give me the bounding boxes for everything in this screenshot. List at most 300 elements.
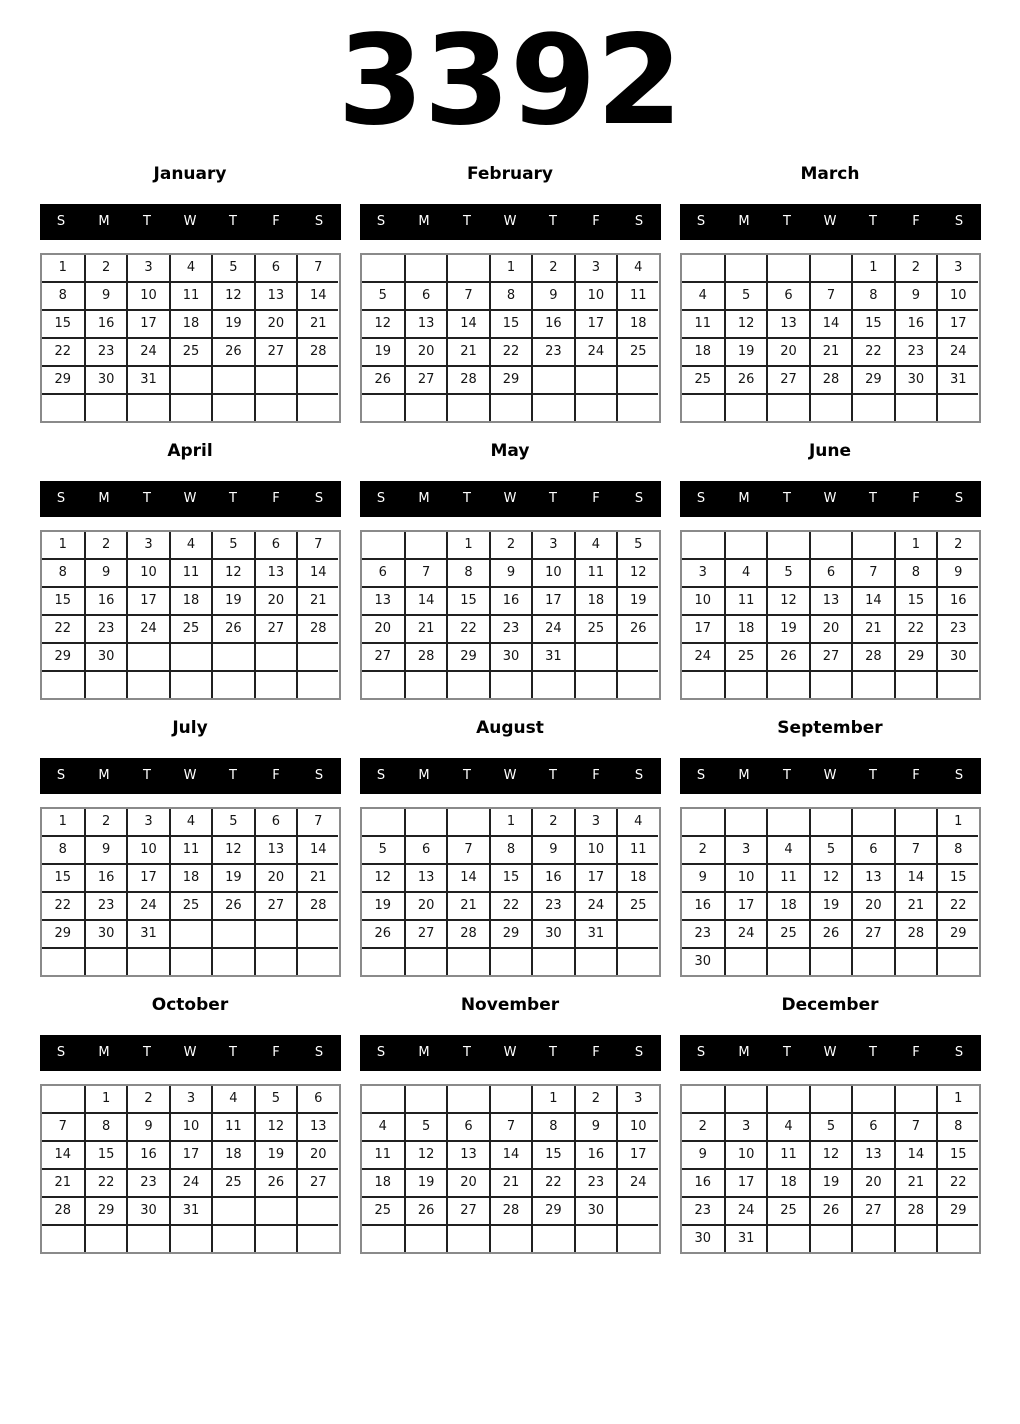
weekday-label: F xyxy=(592,1045,600,1061)
day-cell: 28 xyxy=(894,1196,936,1224)
weekday-label: F xyxy=(592,214,600,230)
day-cell-empty xyxy=(894,670,936,698)
month-day-grid xyxy=(40,807,341,977)
day-cell: 26 xyxy=(211,614,253,642)
day-cell: 28 xyxy=(296,337,338,365)
day-cell-empty xyxy=(531,947,573,975)
day-cell: 21 xyxy=(42,1168,84,1196)
day-cell: 6 xyxy=(404,835,446,863)
day-cell: 6 xyxy=(362,558,404,586)
weekday-label: W xyxy=(823,214,837,230)
day-cell-empty xyxy=(169,393,211,421)
day-cell-empty xyxy=(404,255,446,281)
day-cell: 4 xyxy=(766,1112,808,1140)
day-cell-empty xyxy=(531,670,573,698)
day-cell: 7 xyxy=(894,1112,936,1140)
day-cell-empty xyxy=(766,947,808,975)
weekday-label: S xyxy=(376,214,386,230)
day-cell-empty xyxy=(531,393,573,421)
weekday-label: S xyxy=(696,214,706,230)
day-cell: 17 xyxy=(574,863,616,891)
day-cell-empty xyxy=(404,947,446,975)
day-cell: 1 xyxy=(936,809,978,835)
day-cell: 12 xyxy=(766,586,808,614)
day-cell-empty xyxy=(682,255,724,281)
weekday-label: S xyxy=(376,1045,386,1061)
day-cell: 2 xyxy=(84,532,126,558)
day-cell: 29 xyxy=(531,1196,573,1224)
day-cell: 12 xyxy=(809,863,851,891)
weekday-label: F xyxy=(272,768,280,784)
day-cell: 2 xyxy=(531,255,573,281)
weekday-header-band xyxy=(680,1035,981,1071)
day-cell-empty xyxy=(724,670,766,698)
weekday-label: T xyxy=(783,214,791,230)
day-cell: 29 xyxy=(489,365,531,393)
day-cell: 18 xyxy=(616,863,658,891)
day-cell: 5 xyxy=(724,281,766,309)
day-cell: 26 xyxy=(616,614,658,642)
day-cell: 3 xyxy=(126,809,168,835)
month xyxy=(360,161,661,423)
day-cell: 13 xyxy=(296,1112,338,1140)
day-cell: 9 xyxy=(84,281,126,309)
day-cell: 29 xyxy=(489,919,531,947)
day-cell: 22 xyxy=(446,614,488,642)
weekday-label: W xyxy=(183,214,197,230)
day-cell: 27 xyxy=(766,365,808,393)
day-cell: 17 xyxy=(126,863,168,891)
months-grid xyxy=(40,161,981,1254)
day-cell-empty xyxy=(574,642,616,670)
day-cell: 12 xyxy=(616,558,658,586)
day-cell: 23 xyxy=(574,1168,616,1196)
day-cell: 13 xyxy=(851,1140,893,1168)
day-cell: 13 xyxy=(446,1140,488,1168)
day-cell-empty xyxy=(362,393,404,421)
day-cell-empty xyxy=(682,1086,724,1112)
day-cell: 11 xyxy=(362,1140,404,1168)
day-cell: 19 xyxy=(724,337,766,365)
day-cell: 19 xyxy=(404,1168,446,1196)
weekday-header-band xyxy=(360,758,661,794)
day-cell: 19 xyxy=(362,337,404,365)
day-cell: 1 xyxy=(58,814,67,830)
day-cell-empty xyxy=(296,393,338,421)
day-cell: 22 xyxy=(851,337,893,365)
day-cell-empty xyxy=(84,947,126,975)
day-cell-empty xyxy=(254,670,296,698)
month xyxy=(680,438,981,700)
day-cell: 29 xyxy=(42,642,84,670)
day-cell: 26 xyxy=(809,919,851,947)
day-cell-empty xyxy=(446,255,488,281)
day-cell: 1 xyxy=(489,255,531,281)
day-cell: 23 xyxy=(84,891,126,919)
day-cell: 31 xyxy=(126,365,168,393)
day-cell: 5 xyxy=(362,835,404,863)
day-cell: 7 xyxy=(296,809,338,835)
weekday-label: S xyxy=(696,491,706,507)
day-cell: 19 xyxy=(809,1168,851,1196)
day-cell: 11 xyxy=(724,586,766,614)
day-cell: 13 xyxy=(254,835,296,863)
day-cell: 27 xyxy=(404,365,446,393)
weekday-label: T xyxy=(549,768,557,784)
day-cell: 6 xyxy=(851,835,893,863)
day-cell: 4 xyxy=(682,281,724,309)
month-day-grid xyxy=(360,530,661,700)
weekday-label: T xyxy=(783,1045,791,1061)
day-cell: 21 xyxy=(894,1168,936,1196)
day-cell: 26 xyxy=(362,365,404,393)
day-cell-empty xyxy=(809,670,851,698)
day-cell: 6 xyxy=(254,255,296,281)
day-cell: 2 xyxy=(126,1086,168,1112)
day-cell-empty xyxy=(766,809,808,835)
weekday-label: S xyxy=(634,491,644,507)
day-cell-empty xyxy=(169,1224,211,1252)
day-cell-empty xyxy=(362,809,404,835)
day-cell-empty xyxy=(894,809,936,835)
day-cell: 22 xyxy=(42,337,84,365)
weekday-label: F xyxy=(272,491,280,507)
weekday-label: S xyxy=(696,768,706,784)
day-cell: 30 xyxy=(894,365,936,393)
month-title: April xyxy=(167,440,213,461)
day-cell: 17 xyxy=(936,309,978,337)
day-cell: 8 xyxy=(489,281,531,309)
month-title: December xyxy=(781,994,879,1015)
day-cell: 23 xyxy=(894,337,936,365)
day-cell: 20 xyxy=(766,337,808,365)
weekday-label: W xyxy=(183,491,197,507)
day-cell: 25 xyxy=(724,642,766,670)
day-cell-empty xyxy=(42,1224,84,1252)
day-cell-empty xyxy=(169,947,211,975)
day-cell: 7 xyxy=(296,255,338,281)
day-cell: 17 xyxy=(126,586,168,614)
day-cell: 29 xyxy=(894,642,936,670)
day-cell-empty xyxy=(126,670,168,698)
day-cell: 8 xyxy=(84,1112,126,1140)
day-cell: 19 xyxy=(362,891,404,919)
weekday-label: T xyxy=(143,1045,151,1061)
day-cell: 25 xyxy=(169,337,211,365)
day-cell-empty xyxy=(531,365,573,393)
day-cell: 11 xyxy=(169,281,211,309)
day-cell: 17 xyxy=(574,309,616,337)
month-title: February xyxy=(466,163,554,184)
day-cell: 20 xyxy=(851,891,893,919)
day-cell-empty xyxy=(446,393,488,421)
day-cell: 2 xyxy=(489,532,531,558)
day-cell: 31 xyxy=(936,365,978,393)
month-day-grid xyxy=(680,253,981,423)
weekday-label: T xyxy=(869,214,877,230)
day-cell: 28 xyxy=(296,891,338,919)
day-cell: 26 xyxy=(404,1196,446,1224)
day-cell: 23 xyxy=(682,1196,724,1224)
day-cell: 9 xyxy=(84,558,126,586)
day-cell: 2 xyxy=(894,255,936,281)
day-cell: 10 xyxy=(531,558,573,586)
day-cell: 5 xyxy=(211,532,253,558)
day-cell: 14 xyxy=(809,309,851,337)
weekday-label: S xyxy=(634,214,644,230)
weekday-label: T xyxy=(463,768,471,784)
day-cell: 30 xyxy=(682,1224,724,1252)
day-cell-empty xyxy=(296,947,338,975)
day-cell-empty xyxy=(809,255,851,281)
day-cell: 17 xyxy=(616,1140,658,1168)
day-cell-empty xyxy=(851,670,893,698)
day-cell: 11 xyxy=(574,558,616,586)
day-cell: 1 xyxy=(936,1086,978,1112)
day-cell: 13 xyxy=(254,281,296,309)
day-cell: 23 xyxy=(936,614,978,642)
day-cell-empty xyxy=(126,642,168,670)
month-title: November xyxy=(460,994,560,1015)
weekday-label: T xyxy=(463,1045,471,1061)
day-cell: 25 xyxy=(616,337,658,365)
day-cell-empty xyxy=(404,1086,446,1112)
day-cell: 28 xyxy=(42,1196,84,1224)
weekday-label: M xyxy=(418,1045,430,1061)
day-cell-empty xyxy=(169,642,211,670)
day-cell: 29 xyxy=(42,919,84,947)
day-cell: 13 xyxy=(766,309,808,337)
day-cell-empty xyxy=(211,947,253,975)
day-cell: 25 xyxy=(574,614,616,642)
day-cell: 20 xyxy=(851,1168,893,1196)
day-cell: 20 xyxy=(254,309,296,337)
day-cell: 14 xyxy=(446,309,488,337)
day-cell-empty xyxy=(682,670,724,698)
day-cell: 6 xyxy=(254,532,296,558)
day-cell: 26 xyxy=(211,337,253,365)
day-cell-empty xyxy=(809,1224,851,1252)
weekday-label: S xyxy=(376,768,386,784)
weekday-label: W xyxy=(823,491,837,507)
day-cell: 15 xyxy=(936,1140,978,1168)
day-cell: 3 xyxy=(126,532,168,558)
day-cell: 6 xyxy=(404,281,446,309)
day-cell: 24 xyxy=(531,614,573,642)
day-cell-empty xyxy=(446,947,488,975)
weekday-header-band xyxy=(360,204,661,240)
day-cell: 7 xyxy=(42,1112,84,1140)
day-cell: 14 xyxy=(489,1140,531,1168)
day-cell: 1 xyxy=(851,255,893,281)
day-cell-empty xyxy=(42,947,84,975)
day-cell: 16 xyxy=(682,891,724,919)
weekday-label: W xyxy=(503,768,517,784)
weekday-label: T xyxy=(229,1045,237,1061)
day-cell: 18 xyxy=(766,891,808,919)
day-cell: 15 xyxy=(42,309,84,337)
day-cell: 12 xyxy=(211,558,253,586)
month xyxy=(680,161,981,423)
day-cell: 1 xyxy=(58,537,67,553)
day-cell: 27 xyxy=(254,614,296,642)
day-cell: 29 xyxy=(936,1196,978,1224)
day-cell-empty xyxy=(616,947,658,975)
day-cell-empty xyxy=(724,255,766,281)
day-cell: 18 xyxy=(169,863,211,891)
day-cell: 30 xyxy=(84,365,126,393)
day-cell-empty xyxy=(489,393,531,421)
day-cell: 1 xyxy=(84,1086,126,1112)
day-cell-empty xyxy=(362,255,404,281)
day-cell: 10 xyxy=(574,281,616,309)
day-cell: 11 xyxy=(616,835,658,863)
day-cell-empty xyxy=(766,393,808,421)
day-cell: 25 xyxy=(616,891,658,919)
day-cell: 7 xyxy=(851,558,893,586)
day-cell: 6 xyxy=(296,1086,338,1112)
day-cell: 1 xyxy=(531,1086,573,1112)
day-cell: 4 xyxy=(169,809,211,835)
month xyxy=(40,715,341,977)
day-cell: 29 xyxy=(84,1196,126,1224)
day-cell-empty xyxy=(809,393,851,421)
weekday-label: T xyxy=(463,214,471,230)
day-cell: 29 xyxy=(851,365,893,393)
day-cell-empty xyxy=(126,393,168,421)
weekday-label: T xyxy=(549,491,557,507)
weekday-label: S xyxy=(314,491,324,507)
day-cell: 10 xyxy=(724,863,766,891)
day-cell: 13 xyxy=(362,586,404,614)
weekday-label: M xyxy=(418,214,430,230)
day-cell-empty xyxy=(42,1086,84,1112)
weekday-label: T xyxy=(229,491,237,507)
day-cell: 9 xyxy=(84,835,126,863)
month xyxy=(360,438,661,700)
day-cell: 10 xyxy=(724,1140,766,1168)
day-cell-empty xyxy=(851,1224,893,1252)
weekday-label: S xyxy=(56,1045,66,1061)
day-cell-empty xyxy=(296,1224,338,1252)
day-cell-empty xyxy=(616,1224,658,1252)
day-cell-empty xyxy=(211,919,253,947)
day-cell: 16 xyxy=(84,863,126,891)
weekday-label: T xyxy=(869,1045,877,1061)
day-cell: 22 xyxy=(42,891,84,919)
day-cell: 24 xyxy=(936,337,978,365)
day-cell: 12 xyxy=(211,835,253,863)
day-cell: 19 xyxy=(809,891,851,919)
month-day-grid xyxy=(680,807,981,977)
day-cell: 27 xyxy=(404,919,446,947)
weekday-label: T xyxy=(869,768,877,784)
day-cell-empty xyxy=(211,1196,253,1224)
weekday-label: S xyxy=(314,768,324,784)
day-cell: 5 xyxy=(211,809,253,835)
day-cell: 24 xyxy=(169,1168,211,1196)
day-cell: 12 xyxy=(724,309,766,337)
day-cell: 14 xyxy=(894,863,936,891)
day-cell: 20 xyxy=(404,891,446,919)
day-cell: 9 xyxy=(682,1140,724,1168)
day-cell: 15 xyxy=(851,309,893,337)
day-cell: 29 xyxy=(446,642,488,670)
day-cell: 8 xyxy=(531,1112,573,1140)
month xyxy=(680,715,981,977)
weekday-label: M xyxy=(738,214,750,230)
day-cell: 27 xyxy=(296,1168,338,1196)
day-cell: 16 xyxy=(84,586,126,614)
day-cell-empty xyxy=(254,919,296,947)
weekday-label: M xyxy=(418,768,430,784)
weekday-label: T xyxy=(229,768,237,784)
day-cell: 27 xyxy=(809,642,851,670)
day-cell: 8 xyxy=(42,558,84,586)
weekday-header-band xyxy=(360,481,661,517)
day-cell: 8 xyxy=(894,558,936,586)
day-cell: 11 xyxy=(766,1140,808,1168)
day-cell: 9 xyxy=(682,863,724,891)
month xyxy=(40,438,341,700)
day-cell: 22 xyxy=(936,1168,978,1196)
day-cell: 22 xyxy=(894,614,936,642)
month-day-grid xyxy=(680,1084,981,1254)
day-cell: 7 xyxy=(809,281,851,309)
day-cell-empty xyxy=(809,947,851,975)
day-cell: 28 xyxy=(809,365,851,393)
day-cell: 5 xyxy=(766,558,808,586)
day-cell: 30 xyxy=(126,1196,168,1224)
day-cell-empty xyxy=(724,393,766,421)
weekday-label: F xyxy=(592,768,600,784)
day-cell: 9 xyxy=(894,281,936,309)
day-cell-empty xyxy=(724,532,766,558)
day-cell: 3 xyxy=(724,1112,766,1140)
day-cell: 26 xyxy=(766,642,808,670)
day-cell-empty xyxy=(169,365,211,393)
day-cell-empty xyxy=(254,1196,296,1224)
day-cell-empty xyxy=(616,670,658,698)
day-cell: 14 xyxy=(404,586,446,614)
day-cell: 16 xyxy=(531,309,573,337)
weekday-label: M xyxy=(738,1045,750,1061)
day-cell: 3 xyxy=(169,1086,211,1112)
day-cell-empty xyxy=(616,393,658,421)
weekday-label: M xyxy=(98,768,110,784)
day-cell: 15 xyxy=(489,863,531,891)
day-cell: 13 xyxy=(809,586,851,614)
day-cell: 23 xyxy=(489,614,531,642)
day-cell-empty xyxy=(766,670,808,698)
weekday-header-band xyxy=(680,204,981,240)
day-cell: 15 xyxy=(936,863,978,891)
day-cell: 1 xyxy=(446,532,488,558)
day-cell-empty xyxy=(362,1086,404,1112)
day-cell: 25 xyxy=(362,1196,404,1224)
day-cell: 18 xyxy=(169,309,211,337)
day-cell: 5 xyxy=(809,1112,851,1140)
weekday-header-band xyxy=(680,758,981,794)
day-cell: 18 xyxy=(169,586,211,614)
weekday-label: T xyxy=(143,214,151,230)
day-cell: 26 xyxy=(211,891,253,919)
day-cell: 24 xyxy=(616,1168,658,1196)
day-cell: 4 xyxy=(169,532,211,558)
day-cell: 21 xyxy=(446,891,488,919)
day-cell: 10 xyxy=(126,835,168,863)
day-cell-empty xyxy=(296,365,338,393)
